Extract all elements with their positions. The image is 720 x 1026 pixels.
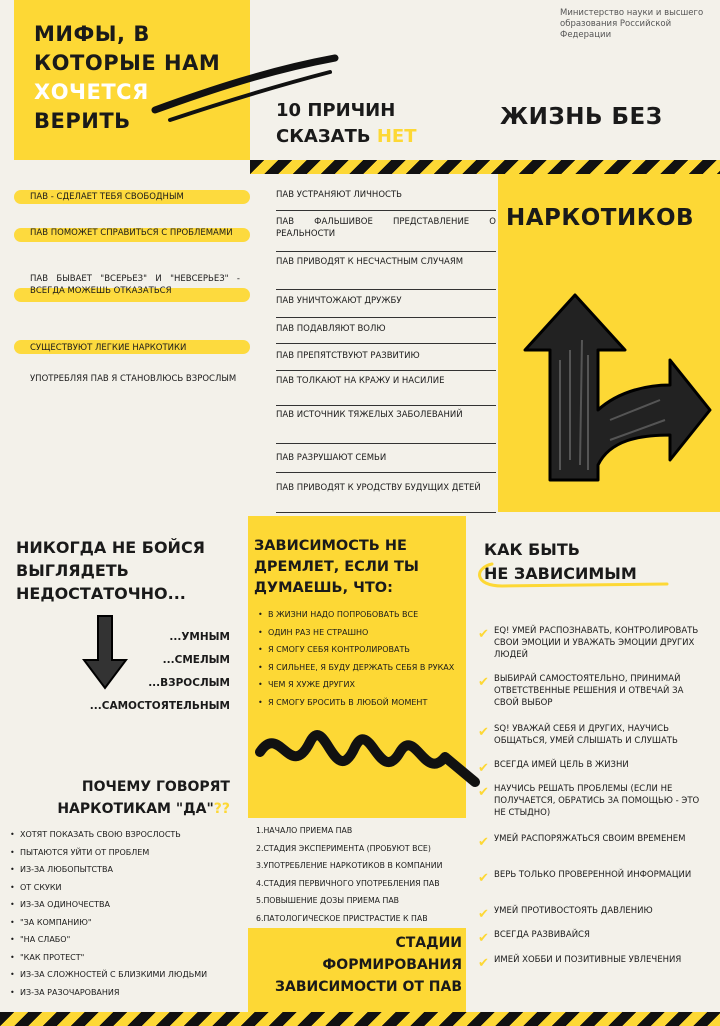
myth-item: ПАВ ПОМОЖЕТ СПРАВИТЬСЯ С ПРОБЛЕМАМИ bbox=[30, 228, 233, 238]
reason-item: ПАВ ФАЛЬШИВОЕ ПРЕДСТАВЛЕНИЕ О РЕАЛЬНОСТИ bbox=[276, 217, 496, 252]
independent-title-line: НЕ ЗАВИСИМЫМ bbox=[484, 564, 637, 583]
why-item: • ОТ СКУКИ bbox=[10, 879, 246, 897]
independent-item: ✔ НАУЧИСЬ РЕШАТЬ ПРОБЛЕМЫ (ЕСЛИ НЕ ПОЛУЧАЕТСЯ, ОБРАТИСЬ ЗА ПОМОЩЬЮ - ЭТО НЕ СТЫДНО) bbox=[478, 784, 706, 820]
stages-title-line: ФОРМИРОВАНИЯ bbox=[322, 957, 462, 973]
never-item: ...ВЗРОСЛЫМ bbox=[148, 677, 230, 689]
stages-title-line: СТАДИИ bbox=[395, 935, 462, 951]
life-title-bottom: НАРКОТИКОВ bbox=[506, 205, 695, 231]
stage-item: 1.НАЧАЛО ПРИЕМА ПАВ bbox=[256, 826, 353, 835]
reason-item: ПАВ ТОЛКАЮТ НА КРАЖУ И НАСИЛИЕ bbox=[276, 376, 496, 406]
never-title bbox=[16, 536, 205, 605]
dependence-title-line: ДРЕМЛЕТ, ЕСЛИ ТЫ bbox=[254, 559, 419, 575]
independent-item: ✔ УМЕЙ ПРОТИВОСТОЯТЬ ДАВЛЕНИЮ bbox=[478, 906, 706, 918]
reason-item: ПАВ УНИЧТОЖАЮТ ДРУЖБУ bbox=[276, 296, 496, 318]
independent-title-line: КАК БЫТЬ bbox=[484, 540, 580, 559]
dependence-title bbox=[254, 536, 419, 599]
dependence-item: • Я СИЛЬНЕЕ, Я БУДУ ДЕРЖАТЬ СЕБЯ В РУКАХ bbox=[258, 659, 464, 677]
reasons-title-line: 10 ПРИЧИН bbox=[276, 100, 396, 121]
reason-item: ПАВ ПОДАВЛЯЮТ ВОЛЮ bbox=[276, 324, 496, 344]
why-item: • ИЗ-ЗА СЛОЖНОСТЕЙ С БЛИЗКИМИ ЛЮДЬМИ bbox=[10, 966, 246, 984]
dependence-item: • Я СМОГУ СЕБЯ КОНТРОЛИРОВАТЬ bbox=[258, 641, 464, 659]
never-title-line: ВЫГЛЯДЕТЬ bbox=[16, 561, 129, 580]
myths-title-line: МИФЫ, В bbox=[34, 22, 150, 46]
never-title-line: НИКОГДА НЕ БОЙСЯ bbox=[16, 538, 205, 557]
why-item: • ИЗ-ЗА РАЗОЧАРОВАНИЯ bbox=[10, 984, 246, 1002]
ministry-label: Министерство науки и высшего образования Российской Федерации bbox=[560, 8, 704, 40]
dependence-title-line: ДУМАЕШЬ, ЧТО: bbox=[254, 580, 393, 596]
dependence-title-line: ЗАВИСИМОСТЬ НЕ bbox=[254, 538, 407, 554]
why-item: • ХОТЯТ ПОКАЗАТЬ СВОЮ ВЗРОСЛОСТЬ bbox=[10, 826, 246, 844]
never-item: ...СМЕЛЫМ bbox=[162, 654, 230, 666]
dependence-item: • В ЖИЗНИ НАДО ПОПРОБОВАТЬ ВСЕ bbox=[258, 606, 464, 624]
myths-title-line: ВЕРИТЬ bbox=[34, 109, 131, 133]
stages-list bbox=[256, 822, 462, 927]
scribble-decoration bbox=[250, 712, 480, 802]
why-title bbox=[40, 776, 230, 820]
hazard-stripe-top bbox=[250, 160, 720, 174]
reason-item: ПАВ РАЗРУШАЮТ СЕМЬИ bbox=[276, 453, 496, 473]
reason-item: ПАВ ПРИВОДЯТ К УРОДСТВУ БУДУЩИХ ДЕТЕЙ bbox=[276, 483, 496, 513]
why-item: • "КАК ПРОТЕСТ" bbox=[10, 949, 246, 967]
dependence-item: • ОДИН РАЗ НЕ СТРАШНО bbox=[258, 624, 464, 642]
dependence-item: • ЧЕМ Я ХУЖЕ ДРУГИХ bbox=[258, 676, 464, 694]
myth-item: СУЩЕСТВУЮТ ЛЕГКИЕ НАРКОТИКИ bbox=[30, 343, 187, 353]
independent-item: ✔ ВЕРЬ ТОЛЬКО ПРОВЕРЕННОЙ ИНФОРМАЦИИ bbox=[478, 870, 706, 882]
never-title-line: НЕДОСТАТОЧНО... bbox=[16, 584, 186, 603]
stage-item: 3.УПОТРЕБЛЕНИЕ НАРКОТИКОВ В КОМПАНИИ bbox=[256, 861, 443, 870]
hazard-stripe-bottom bbox=[0, 1012, 720, 1026]
independent-item: ✔ ВЫБИРАЙ САМОСТОЯТЕЛЬНО, ПРИНИМАЙ ОТВЕТСТВЕННЫЕ РЕШЕНИЯ И ОТВЕЧАЙ ЗА СВОЙ ВЫБОР bbox=[478, 674, 706, 710]
reason-item: ПАВ УСТРАНЯЮТ ЛИЧНОСТЬ bbox=[276, 190, 496, 211]
why-item: • "НА СЛАБО" bbox=[10, 931, 246, 949]
fork-arrow-icon bbox=[510, 290, 715, 490]
reason-item: ПАВ ПРИВОДЯТ К НЕСЧАСТНЫМ СЛУЧАЯМ bbox=[276, 257, 496, 290]
why-item: • ИЗ-ЗА ЛЮБОПЫТСТВА bbox=[10, 861, 246, 879]
dependence-list bbox=[258, 606, 464, 711]
reason-item: ПАВ ПРЕПЯТСТВУЮТ РАЗВИТИЮ bbox=[276, 351, 496, 371]
stage-item: 5.ПОВЫШЕНИЕ ДОЗЫ ПРИЕМА ПАВ bbox=[256, 896, 400, 905]
never-item: ...САМОСТОЯТЕЛЬНЫМ bbox=[89, 700, 230, 712]
why-item: • ИЗ-ЗА ОДИНОЧЕСТВА bbox=[10, 896, 246, 914]
dependence-item: • Я СМОГУ БРОСИТЬ В ЛЮБОЙ МОМЕНТ bbox=[258, 694, 464, 712]
reasons-title bbox=[276, 98, 417, 150]
why-title-line: НАРКОТИКАМ "ДА" bbox=[57, 801, 214, 817]
reasons-title-highlight: НЕТ bbox=[376, 126, 417, 147]
myth-item: ПАВ БЫВАЕТ "ВСЕРЬЕЗ" И "НЕВСЕРЬЕЗ" - ВСЕГДА МОЖЕШЬ ОТКАЗАТЬСЯ bbox=[30, 274, 240, 296]
circle-underline-decoration bbox=[472, 558, 672, 590]
why-title-line: ПОЧЕМУ ГОВОРЯТ bbox=[81, 779, 230, 795]
myths-title-line: КОТОРЫЕ НАМ bbox=[34, 51, 221, 75]
myth-item: УПОТРЕБЛЯЯ ПАВ Я СТАНОВЛЮСЬ ВЗРОСЛЫМ bbox=[30, 374, 237, 384]
stage-item: 4.СТАДИЯ ПЕРВИЧНОГО УПОТРЕБЛЕНИЯ ПАВ bbox=[256, 878, 440, 888]
stage-item: 2.СТАДИЯ ЭКСПЕРИМЕНТА (ПРОБУЮТ ВСЕ) bbox=[256, 843, 431, 853]
stage-item: 6.ПАТОЛОГИЧЕСКОЕ ПРИСТРАСТИЕ К ПАВ bbox=[256, 913, 428, 923]
independent-item: ✔ ВСЕГДА ИМЕЙ ЦЕЛЬ В ЖИЗНИ bbox=[478, 760, 706, 772]
independent-item: ✔ УМЕЙ РАСПОРЯЖАТЬСЯ СВОИМ ВРЕМЕНЕМ bbox=[478, 834, 706, 846]
why-item: • "ЗА КОМПАНИЮ" bbox=[10, 914, 246, 932]
stages-title-line: ЗАВИСИМОСТИ ОТ ПАВ bbox=[275, 979, 462, 995]
stages-title bbox=[250, 932, 462, 998]
why-title-question: ?? bbox=[213, 801, 230, 817]
independent-item: ✔ SQ! УВАЖАЙ СЕБЯ И ДРУГИХ, НАУЧИСЬ ОБЩАТЬСЯ, УМЕЙ СЛЫШАТЬ И СЛУШАТЬ bbox=[478, 724, 706, 748]
why-item: • ПЫТАЮТСЯ УЙТИ ОТ ПРОБЛЕМ bbox=[10, 844, 246, 862]
independent-item: ✔ EQ! УМЕЙ РАСПОЗНАВАТЬ, КОНТРОЛИРОВАТЬ СВОИ ЭМОЦИИ И УВАЖАТЬ ЭМОЦИИ ДРУГИХ ЛЮДЕЙ bbox=[478, 626, 706, 662]
reason-item: ПАВ ИСТОЧНИК ТЯЖЕЛЫХ ЗАБОЛЕВАНИЙ bbox=[276, 410, 496, 444]
myths-title-line: ХОЧЕТСЯ bbox=[34, 80, 149, 104]
independent-item: ✔ ИМЕЙ ХОББИ И ПОЗИТИВНЫЕ УВЛЕЧЕНИЯ bbox=[478, 955, 706, 967]
never-list bbox=[60, 626, 230, 718]
myth-item: ПАВ - СДЕЛАЕТ ТЕБЯ СВОБОДНЫМ bbox=[30, 192, 184, 202]
never-item: ...УМНЫМ bbox=[169, 631, 230, 643]
reasons-title-line: СКАЗАТЬ bbox=[276, 126, 371, 147]
life-title-top: ЖИЗНЬ БЕЗ bbox=[500, 104, 663, 130]
why-list bbox=[10, 826, 246, 1001]
independent-item: ✔ ВСЕГДА РАЗВИВАЙСЯ bbox=[478, 930, 706, 942]
